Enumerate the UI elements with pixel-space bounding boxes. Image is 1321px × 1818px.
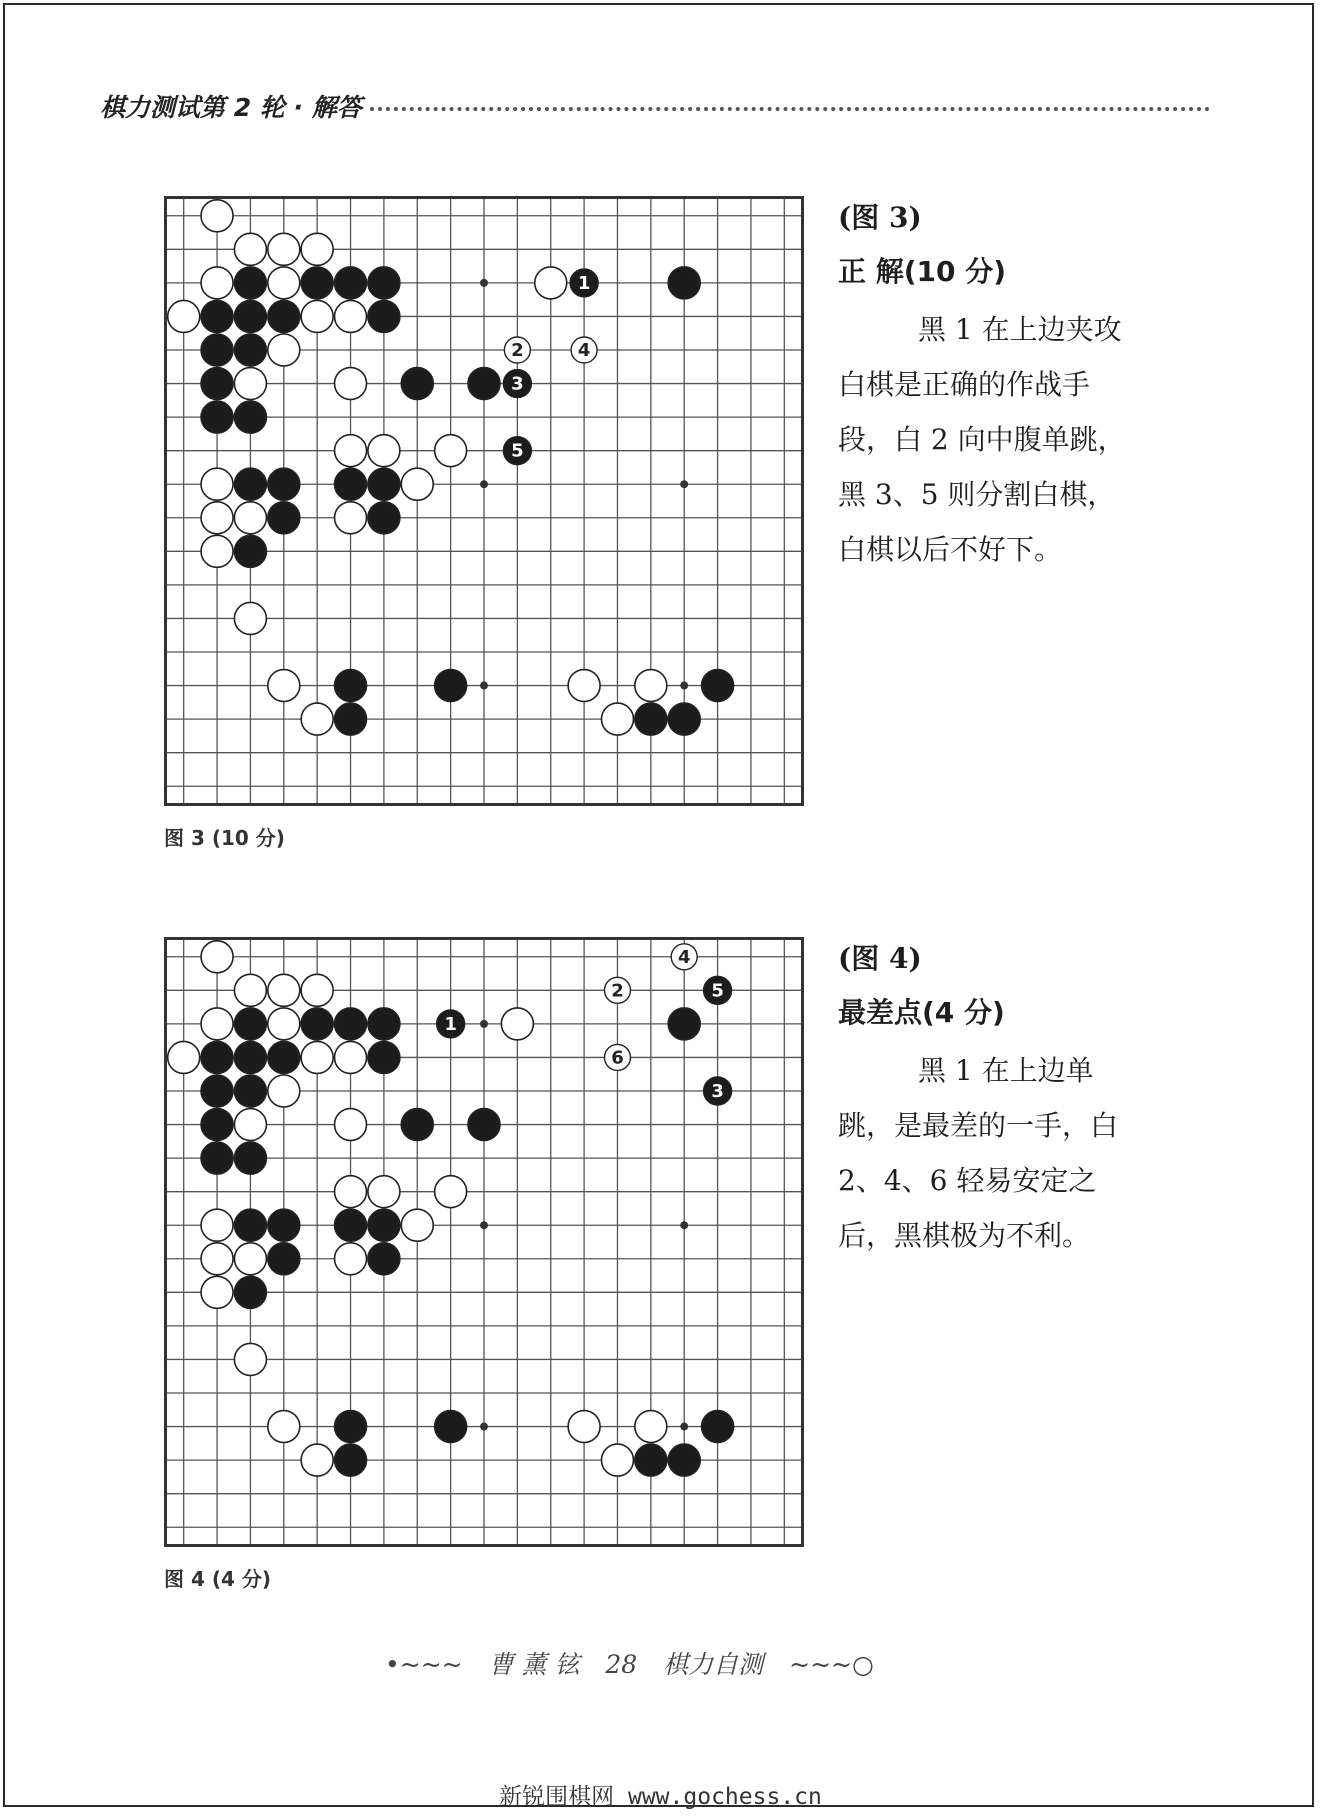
white-stone [501,1008,533,1040]
black-stone [234,267,266,299]
black-stone [702,1411,734,1443]
star-point [680,1221,688,1229]
black-stone [301,1008,333,1040]
go-board-figure-4 [164,937,804,1547]
black-stone [234,1075,266,1107]
white-stone [201,468,233,500]
white-stone [368,1176,400,1208]
white-stone [401,468,433,500]
header-dotted-rule [370,107,1210,111]
white-stone [234,502,266,534]
white-stone [335,1176,367,1208]
black-stone [368,468,400,500]
move-number: 1 [444,1013,457,1035]
black-stone [368,1041,400,1073]
black-stone [335,1209,367,1241]
white-stone [268,334,300,366]
figure-4-line: 2、4、6 轻易安定之 [838,1164,1097,1197]
figure-3-body [838,302,1198,577]
figure-3-line: 黑 3、5 则分割白棋， [838,478,1116,511]
star-point [480,279,488,287]
white-stone [234,974,266,1006]
move-number: 3 [711,1081,724,1102]
figure-4-commentary [838,937,1198,1263]
white-stone [201,1209,233,1241]
black-stone [435,1411,467,1443]
black-stone [268,1041,300,1073]
white-stone [401,1209,433,1241]
white-stone [335,300,367,332]
figure-4-line: 后，黑棋极为不利。 [838,1219,1091,1252]
black-stone [234,401,266,433]
black-stone [234,1041,266,1073]
footer-ornament: •~~~ [385,1650,463,1679]
site-watermark: 新锐围棋网 www.gochess.cn [499,1784,822,1810]
white-stone [335,435,367,467]
black-stone [234,535,266,567]
black-stone [468,368,500,400]
white-stone [268,670,300,702]
move-number: 3 [511,373,524,395]
move-number: 4 [677,946,691,968]
white-stone [301,1041,333,1073]
black-stone [401,1109,433,1141]
footer-ornament: ~~~○ [789,1650,874,1679]
figure-4-caption: 图 4 (4 分) [164,1567,272,1591]
black-stone [335,1008,367,1040]
page-footer [385,1645,925,1681]
white-stone [301,974,333,1006]
white-stone [568,1411,600,1443]
white-stone [201,535,233,567]
black-stone [368,1008,400,1040]
black-stone [335,1444,367,1476]
white-stone [201,1243,233,1275]
figure-4-label: (图 4) [838,942,922,975]
black-stone [435,670,467,702]
black-stone [401,368,433,400]
star-point [480,480,488,488]
black-stone [468,1109,500,1141]
black-stone [335,703,367,735]
move-number: 5 [511,440,524,462]
white-stone [301,703,333,735]
black-stone [234,1142,266,1174]
black-stone [201,1041,233,1073]
star-point [480,1221,488,1229]
star-point [680,1423,688,1431]
page-header [100,86,1210,126]
black-stone [635,703,667,735]
black-stone [668,267,700,299]
white-stone [234,368,266,400]
black-stone [668,1444,700,1476]
black-stone [234,468,266,500]
figure-4-line: 黑 1 在上边单 [918,1054,1094,1087]
white-stone [601,703,633,735]
black-stone [234,1008,266,1040]
white-stone [635,1411,667,1443]
white-stone [268,233,300,265]
star-point [480,1423,488,1431]
black-stone [201,401,233,433]
figure-3-line: 段，白 2 向中腹单跳， [838,423,1126,456]
black-stone [368,300,400,332]
white-stone [168,1041,200,1073]
black-stone [234,300,266,332]
white-stone [335,368,367,400]
figure-4-body [838,1043,1198,1263]
black-stone [668,1008,700,1040]
black-stone [234,334,266,366]
figure-3-verdict: 正 解(10 分) [838,255,1007,288]
black-stone [201,1142,233,1174]
black-stone [268,502,300,534]
figure-3-label: (图 3) [838,201,922,234]
white-stone [268,267,300,299]
white-stone [435,1176,467,1208]
white-stone [268,974,300,1006]
star-point [680,682,688,690]
figure-4-verdict: 最差点(4 分) [838,996,1005,1029]
white-stone [234,602,266,634]
board-grid [167,940,801,1544]
figure-3-line: 白棋是正确的作战手 [838,368,1091,401]
move-number: 2 [511,340,524,361]
star-point [480,1020,488,1028]
white-stone [335,502,367,534]
black-stone [268,300,300,332]
white-stone [234,1343,266,1375]
white-stone [168,300,200,332]
black-stone [268,468,300,500]
go-board-figure-3 [164,196,804,806]
move-number: 6 [611,1047,624,1069]
white-stone [268,1075,300,1107]
star-point [480,682,488,690]
black-stone [635,1444,667,1476]
figure-3-commentary [838,196,1198,577]
white-stone [601,1444,633,1476]
black-stone [201,1109,233,1141]
white-stone [201,502,233,534]
black-stone [668,703,700,735]
white-stone [201,200,233,232]
black-stone [201,300,233,332]
white-stone [335,1041,367,1073]
white-stone [368,435,400,467]
black-stone [368,502,400,534]
black-stone [234,1276,266,1308]
white-stone [234,233,266,265]
white-stone [335,1109,367,1141]
white-stone [635,670,667,702]
black-stone [201,1075,233,1107]
figure-3-caption: 图 3 (10 分) [164,826,285,850]
star-point [680,480,688,488]
black-stone [268,1243,300,1275]
black-stone [368,1209,400,1241]
black-stone [335,267,367,299]
white-stone [201,267,233,299]
white-stone [301,1444,333,1476]
white-stone [301,233,333,265]
black-stone [301,267,333,299]
figure-4-line: 跳，是最差的一手，白 [838,1109,1119,1142]
white-stone [301,300,333,332]
footer-book-title: 棋力自测 [663,1650,764,1679]
white-stone [201,1008,233,1040]
white-stone [535,267,567,299]
white-stone [268,1008,300,1040]
white-stone [234,1243,266,1275]
black-stone [201,368,233,400]
white-stone [435,435,467,467]
black-stone [702,670,734,702]
black-stone [368,267,400,299]
black-stone [368,1243,400,1275]
white-stone [568,670,600,702]
black-stone [335,670,367,702]
figure-3-line: 黑 1 在上边夹攻 [918,313,1122,346]
white-stone [234,1109,266,1141]
black-stone [335,468,367,500]
move-number: 5 [711,980,724,1002]
white-stone [201,941,233,973]
move-number: 4 [577,340,591,361]
board-grid [167,199,801,803]
footer-author: 曹 薰 铉 [488,1650,580,1679]
black-stone [268,1209,300,1241]
figure-3-line: 白棋以后不好下。 [838,533,1063,566]
white-stone [335,1243,367,1275]
white-stone [268,1411,300,1443]
footer-page-number: 28 [605,1650,638,1679]
move-number: 2 [611,980,624,1002]
move-number: 1 [577,272,591,294]
black-stone [201,334,233,366]
black-stone [234,1209,266,1241]
header-title: 棋力测试第 2 轮 · 解答 [100,93,362,122]
white-stone [201,1276,233,1308]
black-stone [335,1411,367,1443]
